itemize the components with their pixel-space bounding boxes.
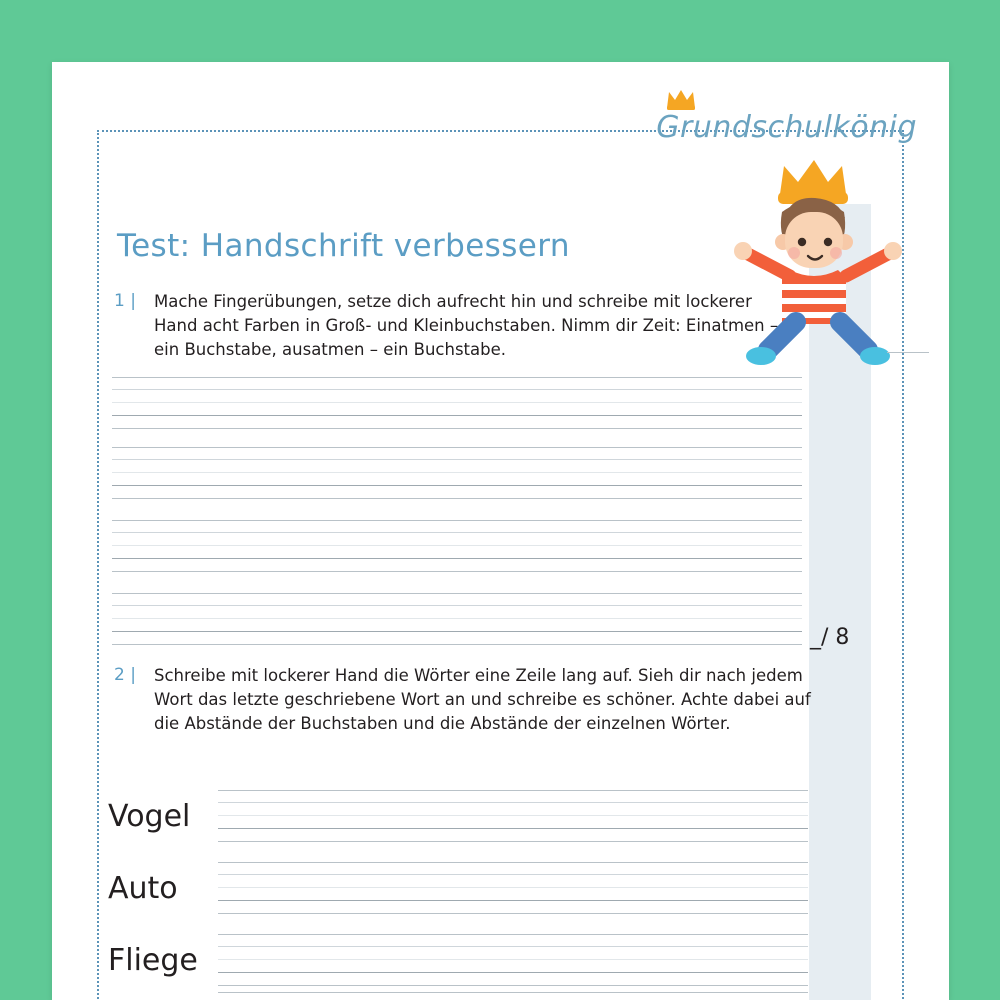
word-row-partial xyxy=(108,992,808,1000)
writing-line[interactable] xyxy=(112,416,802,429)
task-1-number: 1 | xyxy=(114,291,136,311)
word-row xyxy=(108,934,808,986)
writing-line[interactable] xyxy=(112,447,802,460)
writing-line[interactable] xyxy=(112,533,802,546)
writing-lines-group-1[interactable] xyxy=(112,377,802,429)
word-writing-lines[interactable] xyxy=(218,992,808,1000)
writing-line[interactable] xyxy=(218,862,808,875)
writing-line[interactable] xyxy=(112,377,802,390)
writing-line[interactable] xyxy=(218,947,808,960)
writing-line[interactable] xyxy=(112,473,802,486)
brand-name: Grundschulkönig xyxy=(656,110,917,145)
word-label-vogel: Vogel xyxy=(108,798,191,834)
brand-logo xyxy=(656,110,917,145)
writing-line[interactable] xyxy=(218,816,808,829)
word-writing-lines[interactable] xyxy=(218,934,808,986)
writing-line[interactable] xyxy=(218,973,808,986)
writing-line[interactable] xyxy=(112,593,802,606)
page-title: Test: Handschrift verbessern xyxy=(117,228,570,264)
task-2 xyxy=(114,664,814,736)
writing-lines-group-2[interactable] xyxy=(112,447,802,499)
writing-line[interactable] xyxy=(218,934,808,947)
writing-line[interactable] xyxy=(218,803,808,816)
writing-line[interactable] xyxy=(112,606,802,619)
writing-line[interactable] xyxy=(112,632,802,645)
writing-line[interactable] xyxy=(112,390,802,403)
writing-line[interactable] xyxy=(218,992,808,1000)
word-writing-lines[interactable] xyxy=(218,790,808,842)
writing-line[interactable] xyxy=(112,520,802,533)
task-2-text: Schreibe mit lockerer Hand die Wörter eine Zeile lang auf. Sieh dir nach jedem Wort das letzte geschriebene Wort an und schreibe es schöner. Achte dabei auf die Abstände der Buchstaben und die Abstände der einzelnen Wörter. xyxy=(154,666,811,733)
word-row xyxy=(108,862,808,914)
writing-line[interactable] xyxy=(112,546,802,559)
writing-line[interactable] xyxy=(218,901,808,914)
task-1 xyxy=(114,290,794,362)
task-2-number: 2 | xyxy=(114,665,136,685)
task-1-score: _/ 8 xyxy=(810,625,850,650)
writing-line[interactable] xyxy=(112,619,802,632)
writing-line[interactable] xyxy=(112,460,802,473)
task-1-text: Mache Fingerübungen, setze dich aufrecht hin und schreibe mit lockerer Hand acht Farben in Groß- und Kleinbuchstaben. Nimm dir Zeit: Einatmen – ein Buchstabe, ausatmen – ein Buchstabe. xyxy=(154,292,779,359)
word-label-auto: Auto xyxy=(108,870,178,906)
writing-lines-group-3[interactable] xyxy=(112,520,802,572)
word-row xyxy=(108,790,808,842)
writing-line[interactable] xyxy=(218,960,808,973)
writing-lines-group-4[interactable] xyxy=(112,593,802,645)
worksheet-page xyxy=(52,62,949,1000)
word-writing-lines[interactable] xyxy=(218,862,808,914)
writing-line[interactable] xyxy=(218,790,808,803)
connector-dash xyxy=(887,352,929,353)
writing-line[interactable] xyxy=(218,875,808,888)
writing-line[interactable] xyxy=(112,403,802,416)
writing-line[interactable] xyxy=(112,486,802,499)
crown-icon xyxy=(666,88,696,110)
writing-line[interactable] xyxy=(218,829,808,842)
writing-line[interactable] xyxy=(218,888,808,901)
writing-line[interactable] xyxy=(112,559,802,572)
word-label-fliege: Fliege xyxy=(108,942,198,978)
